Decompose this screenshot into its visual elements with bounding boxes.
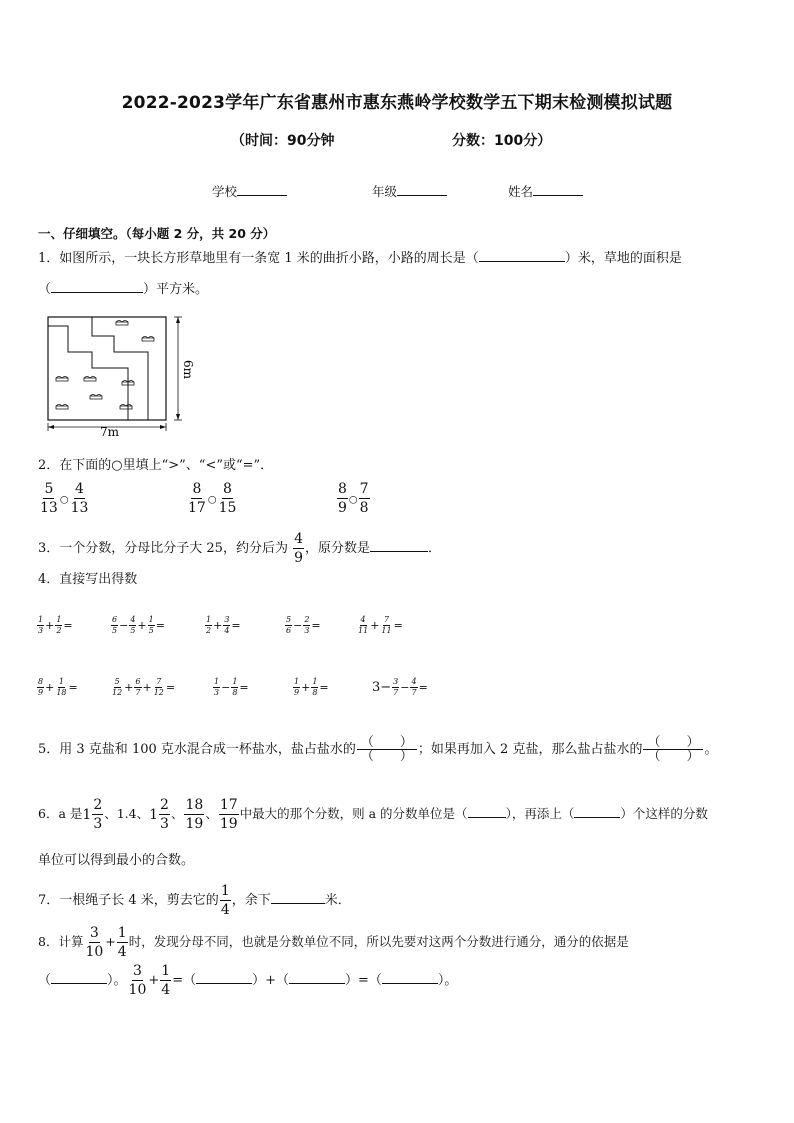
q8-blank-basis[interactable] [51, 971, 107, 984]
name-label: 姓名 [508, 184, 534, 199]
q8-blank-2[interactable] [289, 971, 345, 984]
height-label: 6m [181, 360, 195, 380]
lawn-diagram [40, 310, 200, 440]
q4-expr-9: $\frac{1}{9}$ + $\frac{1}{8}$ = [294, 677, 329, 697]
grade-field [372, 182, 447, 200]
school-label: 学校 [212, 184, 238, 199]
name-blank[interactable] [533, 183, 583, 196]
q4-expr-5: $\frac{4}{11}$ + $\frac{7}{11}$ = [358, 615, 403, 635]
page-title: 2022-2023学年广东省惠州市惠东燕岭学校数学五下期末检测模拟试题 [121, 93, 673, 113]
exam-time: （时间：90分钟 [231, 133, 335, 149]
question-8-line-2: （ ）。 $\frac{3}{10}$ + $\frac{1}{4}$ =（ ）+（ ）=（ ）。 [38, 963, 458, 998]
question-6-line-2: 单位可以得到最小的合数。 [38, 853, 195, 868]
q2-item-1 [38, 482, 90, 515]
q4-expr-4: $\frac{5}{6}$ − $\frac{2}{3}$ = [286, 615, 321, 635]
q4-expr-7: $\frac{5}{12}$ + $\frac{6}{7}$ + $\frac{7}{12}$ = [112, 677, 176, 697]
q2-item-2 [186, 482, 238, 515]
section-heading: 一、仔细填空。（每小题 2 分，共 20 分） [38, 226, 276, 241]
grade-label: 年级 [372, 184, 398, 199]
q4-expr-8: $\frac{1}{3}$ − $\frac{1}{8}$ = [214, 677, 249, 697]
answer-fraction[interactable]: $\frac{( )}{( )}$ [643, 736, 703, 763]
question-1-line-1: 1．如图所示，一块长方形草地里有一条宽 1 米的曲折小路，小路的周长是（ ）米，草地的面积是 [38, 251, 682, 266]
question-5: 5．用 3 克盐和 100 克水混合成一杯盐水，盐占盐水的 $\frac{( )}{( )}$ ；如果再加入 2 克盐，那么盐占盐水的 $\frac{( )}{( )}$ 。 [38, 735, 718, 764]
fraction: $\frac{8}{15}$ [218, 481, 237, 516]
width-label: 7m [100, 425, 120, 439]
compare-circle[interactable]: ○ [207, 494, 217, 506]
q8-blank-1[interactable] [196, 971, 252, 984]
fraction: $\frac{4}{9}$ [294, 531, 304, 566]
question-4: 4．直接写出得数 [38, 572, 138, 587]
q8-blank-3[interactable] [382, 971, 438, 984]
fraction: $\frac{7}{8}$ [359, 481, 369, 516]
q4-expr-1: $\frac{1}{3}$ + $\frac{1}{2}$ = [38, 615, 73, 635]
fraction: $\frac{5}{13}$ [40, 481, 58, 516]
question-2: 2．在下面的○里填上“>”、“<”或“=”． [38, 458, 274, 473]
school-blank[interactable] [237, 183, 287, 196]
grade-blank[interactable] [397, 183, 447, 196]
q6-blank-count[interactable] [574, 805, 620, 818]
compare-circle[interactable]: ○ [348, 494, 358, 506]
question-8-line-1: 8．计算 $\frac{3}{10}$ + $\frac{1}{4}$ 时，发现分母不同，也就是分数单位不同，所以先要对这两个分数进行通分，通分的依据是 [38, 925, 629, 960]
fraction: $\frac{4}{13}$ [70, 481, 89, 516]
question-6-line-1: 6．a 是 1 $\frac{2}{3}$ 、1.4、 1 $\frac{2}{3}$ 、 $\frac{18}{19}$ 、 $\frac{17}{19}$ 中最大的那个分数，则 a 的分数单位是（ ），再添上（ ）个这样的分数 [38, 797, 708, 832]
question-7: 7．一根绳子长 4 米，剪去它的 $\frac{1}{4}$ ，余下 米． [38, 883, 351, 918]
q4-expr-2: $\frac{6}{5}$ − $\frac{4}{5}$ + $\frac{1}{5}$ = [112, 615, 165, 635]
answer-fraction[interactable]: $\frac{( )}{( )}$ [357, 736, 417, 763]
q7-blank[interactable] [271, 891, 325, 904]
q4-expr-3: $\frac{1}{2}$ + $\frac{3}{4}$ = [206, 615, 241, 635]
fraction: $\frac{8}{17}$ [188, 481, 206, 516]
q6-blank-unit[interactable] [468, 805, 506, 818]
grass-icons [56, 321, 154, 410]
exam-score: 分数：100分） [452, 133, 552, 149]
q4-expr-10: 3− $\frac{3}{7}$ − $\frac{4}{7}$ = [372, 677, 428, 697]
q2-item-3 [336, 482, 371, 515]
q1-blank-area[interactable] [51, 280, 143, 293]
q1-blank-perimeter[interactable] [479, 249, 565, 262]
name-field [508, 182, 583, 200]
compare-circle[interactable]: ○ [59, 494, 69, 506]
fraction: $\frac{8}{9}$ [338, 481, 347, 516]
question-3: 3．一个分数，分母比分子大 25，约分后为 $\frac{4}{9}$ ，原分数是 ． [38, 531, 442, 566]
q4-expr-6: $\frac{8}{9}$ + $\frac{1}{18}$ = [38, 677, 78, 697]
q3-blank[interactable] [370, 539, 428, 552]
school-field [212, 182, 287, 200]
question-1-line-2: （ ）平方米。 [38, 282, 209, 297]
